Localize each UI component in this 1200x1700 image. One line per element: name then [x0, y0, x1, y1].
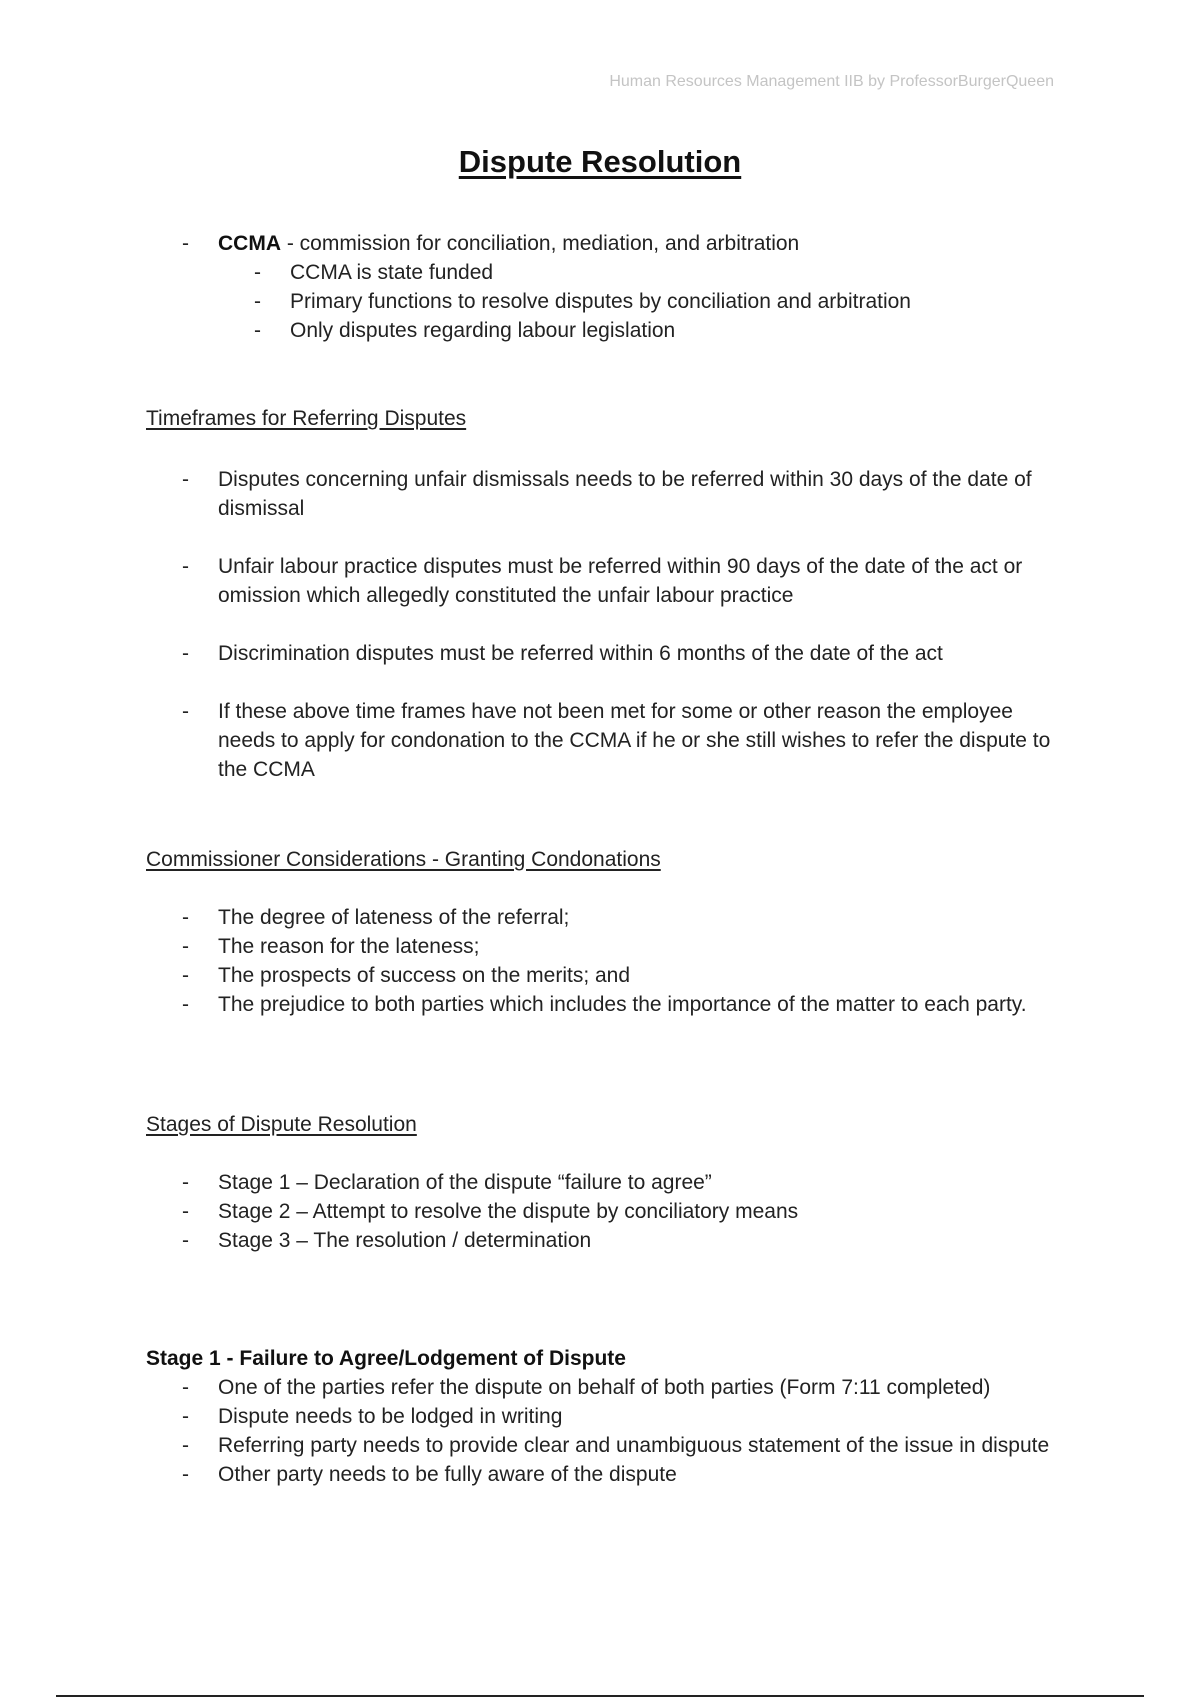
list-item: - If these above time frames have not been met for some or other reason the employee needs to apply for condonation to the CCMA if he or she still wishes to refer the dispute to the CCMA: [146, 697, 1066, 784]
list-item: - Referring party needs to provide clear and unambiguous statement of the issue in dispute: [146, 1431, 1066, 1460]
list-item: - Stage 2 – Attempt to resolve the dispute by conciliatory means: [146, 1197, 1066, 1226]
stages-section: [146, 1111, 1066, 1255]
list-item: - The prejudice to both parties which includes the importance of the matter to each party.: [146, 990, 1066, 1019]
timeframes-section: [146, 405, 1066, 784]
header-note: Human Resources Management IIB by ProfessorBurgerQueen: [609, 73, 1054, 90]
ccma-section: [146, 229, 1066, 345]
commissioner-section: [146, 846, 1066, 1019]
ccma-term: CCMA: [218, 232, 281, 255]
list-item: - The degree of lateness of the referral;: [146, 903, 1066, 932]
list-item: - Stage 1 – Declaration of the dispute “failure to agree”: [146, 1168, 1066, 1197]
list-item: - One of the parties refer the dispute on behalf of both parties (Form 7:11 completed): [146, 1373, 1066, 1402]
list-item: - Disputes concerning unfair dismissals needs to be referred within 30 days of the date of dismissal: [146, 465, 1066, 523]
list-item: - Discrimination disputes must be referred within 6 months of the date of the act: [146, 639, 1066, 668]
page-title: Dispute Resolution: [458, 144, 742, 179]
footer-divider: [56, 1695, 1144, 1697]
list-item: - Stage 3 – The resolution / determination: [146, 1226, 1066, 1255]
list-item: [146, 229, 1066, 258]
section-heading: Stage 1 - Failure to Agree/Lodgement of Dispute: [146, 1347, 626, 1370]
stage1-section: [146, 1345, 1066, 1489]
list-item: - Primary functions to resolve disputes by conciliation and arbitration: [146, 287, 1066, 316]
list-item: - Other party needs to be fully aware of the dispute: [146, 1460, 1066, 1489]
list-item: - CCMA is state funded: [146, 258, 1066, 287]
section-heading: Timeframes for Referring Disputes: [146, 407, 467, 430]
list-item: - The reason for the lateness;: [146, 932, 1066, 961]
list-item: - The prospects of success on the merits; and: [146, 961, 1066, 990]
list-item: - Unfair labour practice disputes must be referred within 90 days of the date of the act or omission which allegedly constituted the unfair labour practice: [146, 552, 1066, 610]
section-heading: Commissioner Considerations - Granting Condonations: [146, 848, 661, 871]
list-item: - Only disputes regarding labour legislation: [146, 316, 1066, 345]
list-item: - Dispute needs to be lodged in writing: [146, 1402, 1066, 1431]
ccma-definition: - commission for conciliation, mediation, and arbitration: [281, 232, 800, 255]
section-heading: Stages of Dispute Resolution: [146, 1113, 417, 1136]
